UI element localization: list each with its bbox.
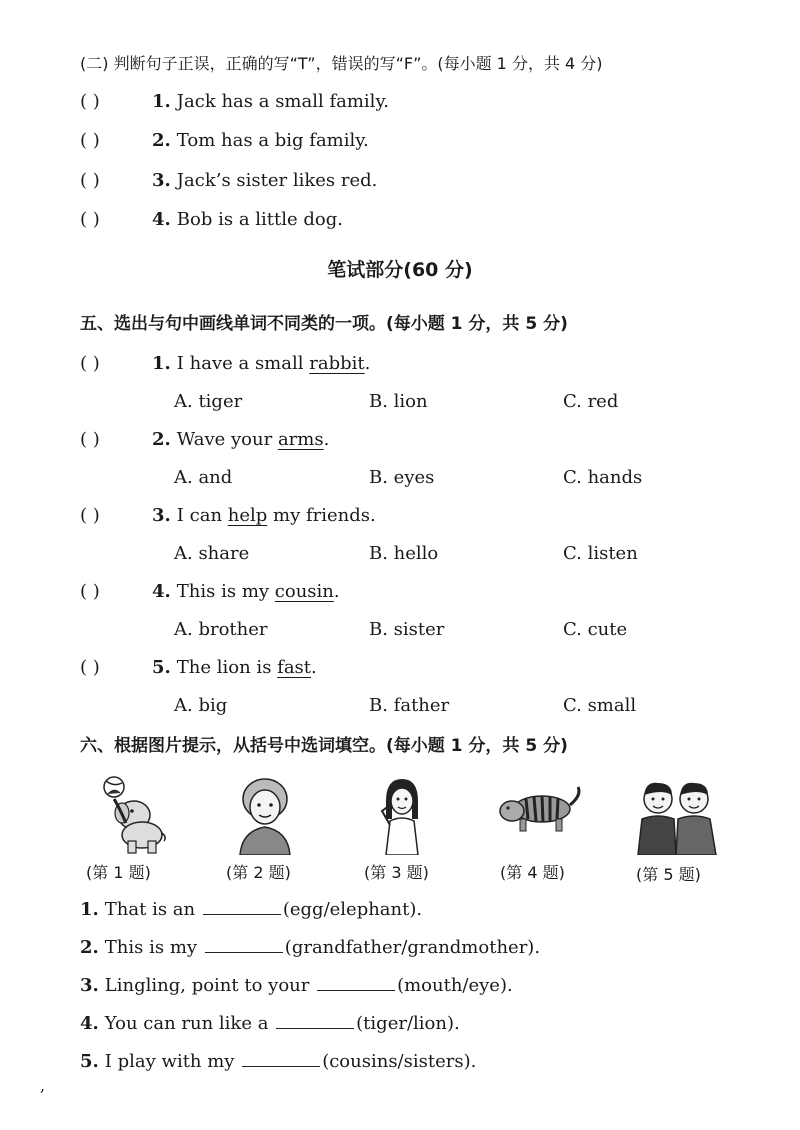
item-number: 3. bbox=[80, 975, 99, 996]
item-text-post: (mouth/eye). bbox=[397, 975, 513, 996]
item-number: 5. bbox=[80, 1051, 99, 1072]
caption-1: (第 1 题) bbox=[86, 863, 151, 882]
item-text: Jack’s sister likes red. bbox=[176, 170, 378, 191]
option-a[interactable]: A. brother bbox=[174, 619, 268, 640]
tiger-picture bbox=[492, 785, 584, 833]
elephant-picture bbox=[98, 775, 168, 855]
cousins-picture bbox=[632, 777, 722, 855]
item-text-pre: This is my bbox=[104, 937, 203, 958]
answer-paren[interactable]: ( ) bbox=[80, 505, 100, 526]
fill-item-2 bbox=[80, 934, 540, 960]
answer-paren[interactable]: ( ) bbox=[80, 209, 100, 230]
item-text-post: (cousins/sisters). bbox=[322, 1051, 477, 1072]
item-number: 2. bbox=[152, 429, 171, 450]
item-number: 4. bbox=[152, 209, 171, 230]
option-b[interactable]: B. hello bbox=[369, 543, 439, 564]
answer-paren[interactable]: ( ) bbox=[80, 91, 100, 112]
fill-item-1 bbox=[80, 896, 422, 922]
item-text-pre: I can bbox=[176, 505, 228, 526]
item-text-pre: You can run like a bbox=[104, 1013, 275, 1034]
answer-paren[interactable]: ( ) bbox=[80, 657, 100, 678]
answer-blank[interactable] bbox=[276, 1010, 354, 1029]
underlined-word: arms bbox=[277, 429, 324, 450]
item-number: 4. bbox=[80, 1013, 99, 1034]
option-c[interactable]: C. listen bbox=[563, 543, 638, 564]
item-text-post: . bbox=[323, 429, 330, 450]
answer-blank[interactable] bbox=[203, 896, 281, 915]
item-text: Bob is a little dog. bbox=[176, 209, 343, 230]
option-b[interactable]: B. eyes bbox=[369, 467, 435, 488]
grandmother-picture bbox=[230, 775, 300, 855]
item-text-post: . bbox=[333, 581, 340, 602]
item-number: 1. bbox=[80, 899, 99, 920]
mc-item-3 bbox=[80, 504, 376, 528]
item-number: 1. bbox=[152, 353, 171, 374]
option-b[interactable]: B. sister bbox=[369, 619, 445, 640]
mc-item-2 bbox=[80, 428, 329, 452]
option-c[interactable]: C. red bbox=[563, 391, 619, 412]
section6-title: 六、根据图片提示，从括号中选词填空。(每小题 1 分，共 5 分) bbox=[80, 736, 568, 756]
caption-2: (第 2 题) bbox=[226, 863, 291, 882]
answer-blank[interactable] bbox=[205, 934, 283, 953]
underlined-word: rabbit bbox=[309, 353, 365, 374]
part2-title: (二) 判断句子正误，正确的写“T”，错误的写“F”。(每小题 1 分，共 4 分) bbox=[80, 54, 603, 73]
mc-item-4 bbox=[80, 580, 340, 604]
item-text-post: (tiger/lion). bbox=[356, 1013, 460, 1034]
option-a[interactable]: A. and bbox=[174, 467, 233, 488]
item-text-post: . bbox=[311, 657, 317, 678]
underlined-word: cousin bbox=[274, 581, 334, 602]
item-text-post: (egg/elephant). bbox=[282, 899, 423, 920]
underlined-word: help bbox=[227, 505, 268, 526]
answer-paren[interactable]: ( ) bbox=[80, 170, 100, 191]
answer-paren[interactable]: ( ) bbox=[80, 581, 100, 602]
item-text: Tom has a big family. bbox=[176, 130, 369, 151]
section5-title: 五、选出与句中画线单词不同类的一项。(每小题 1 分，共 5 分) bbox=[80, 314, 568, 334]
tf-item-4 bbox=[80, 208, 343, 232]
caption-3: (第 3 题) bbox=[364, 863, 429, 882]
written-part-title: 笔试部分(60 分) bbox=[327, 259, 473, 281]
item-number: 4. bbox=[152, 581, 171, 602]
item-text-pre: I have a small bbox=[176, 353, 310, 374]
option-c[interactable]: C. cute bbox=[563, 619, 628, 640]
item-text-post: . bbox=[364, 353, 371, 374]
tf-item-3 bbox=[80, 169, 377, 193]
answer-paren[interactable]: ( ) bbox=[80, 353, 100, 374]
item-text-post: my friends. bbox=[267, 505, 376, 526]
mc-item-1 bbox=[80, 352, 370, 376]
answer-paren[interactable]: ( ) bbox=[80, 429, 100, 450]
item-number: 3. bbox=[152, 505, 171, 526]
item-number: 1. bbox=[152, 91, 171, 112]
option-a[interactable]: A. share bbox=[174, 543, 250, 564]
answer-paren[interactable]: ( ) bbox=[80, 130, 100, 151]
item-number: 2. bbox=[80, 937, 99, 958]
item-text: Jack has a small family. bbox=[176, 91, 389, 112]
item-text-pre: I play with my bbox=[104, 1051, 241, 1072]
item-text-pre: Lingling, point to your bbox=[104, 975, 316, 996]
answer-blank[interactable] bbox=[242, 1048, 320, 1067]
option-a[interactable]: A. big bbox=[174, 695, 228, 716]
item-text-post: (grandfather/grandmother). bbox=[284, 937, 541, 958]
item-text-pre: Wave your bbox=[176, 429, 278, 450]
item-number: 3. bbox=[152, 170, 171, 191]
stray-mark: , bbox=[40, 1076, 46, 1095]
item-number: 2. bbox=[152, 130, 171, 151]
fill-item-3 bbox=[80, 972, 513, 998]
caption-4: (第 4 题) bbox=[500, 863, 565, 882]
caption-5: (第 5 题) bbox=[636, 865, 701, 884]
option-c[interactable]: C. small bbox=[563, 695, 637, 716]
fill-item-5 bbox=[80, 1048, 476, 1074]
tf-item-2 bbox=[80, 129, 369, 153]
answer-blank[interactable] bbox=[317, 972, 395, 991]
girl-picture bbox=[372, 775, 432, 855]
item-text-pre: This is my bbox=[176, 581, 275, 602]
item-number: 5. bbox=[152, 657, 171, 678]
option-c[interactable]: C. hands bbox=[563, 467, 643, 488]
fill-item-4 bbox=[80, 1010, 460, 1036]
option-a[interactable]: A. tiger bbox=[174, 391, 243, 412]
mc-item-5 bbox=[80, 656, 317, 680]
option-b[interactable]: B. lion bbox=[369, 391, 428, 412]
option-b[interactable]: B. father bbox=[369, 695, 450, 716]
item-text-pre: That is an bbox=[104, 899, 201, 920]
item-text-pre: The lion is bbox=[176, 657, 278, 678]
tf-item-1 bbox=[80, 90, 389, 114]
underlined-word: fast bbox=[277, 657, 312, 678]
